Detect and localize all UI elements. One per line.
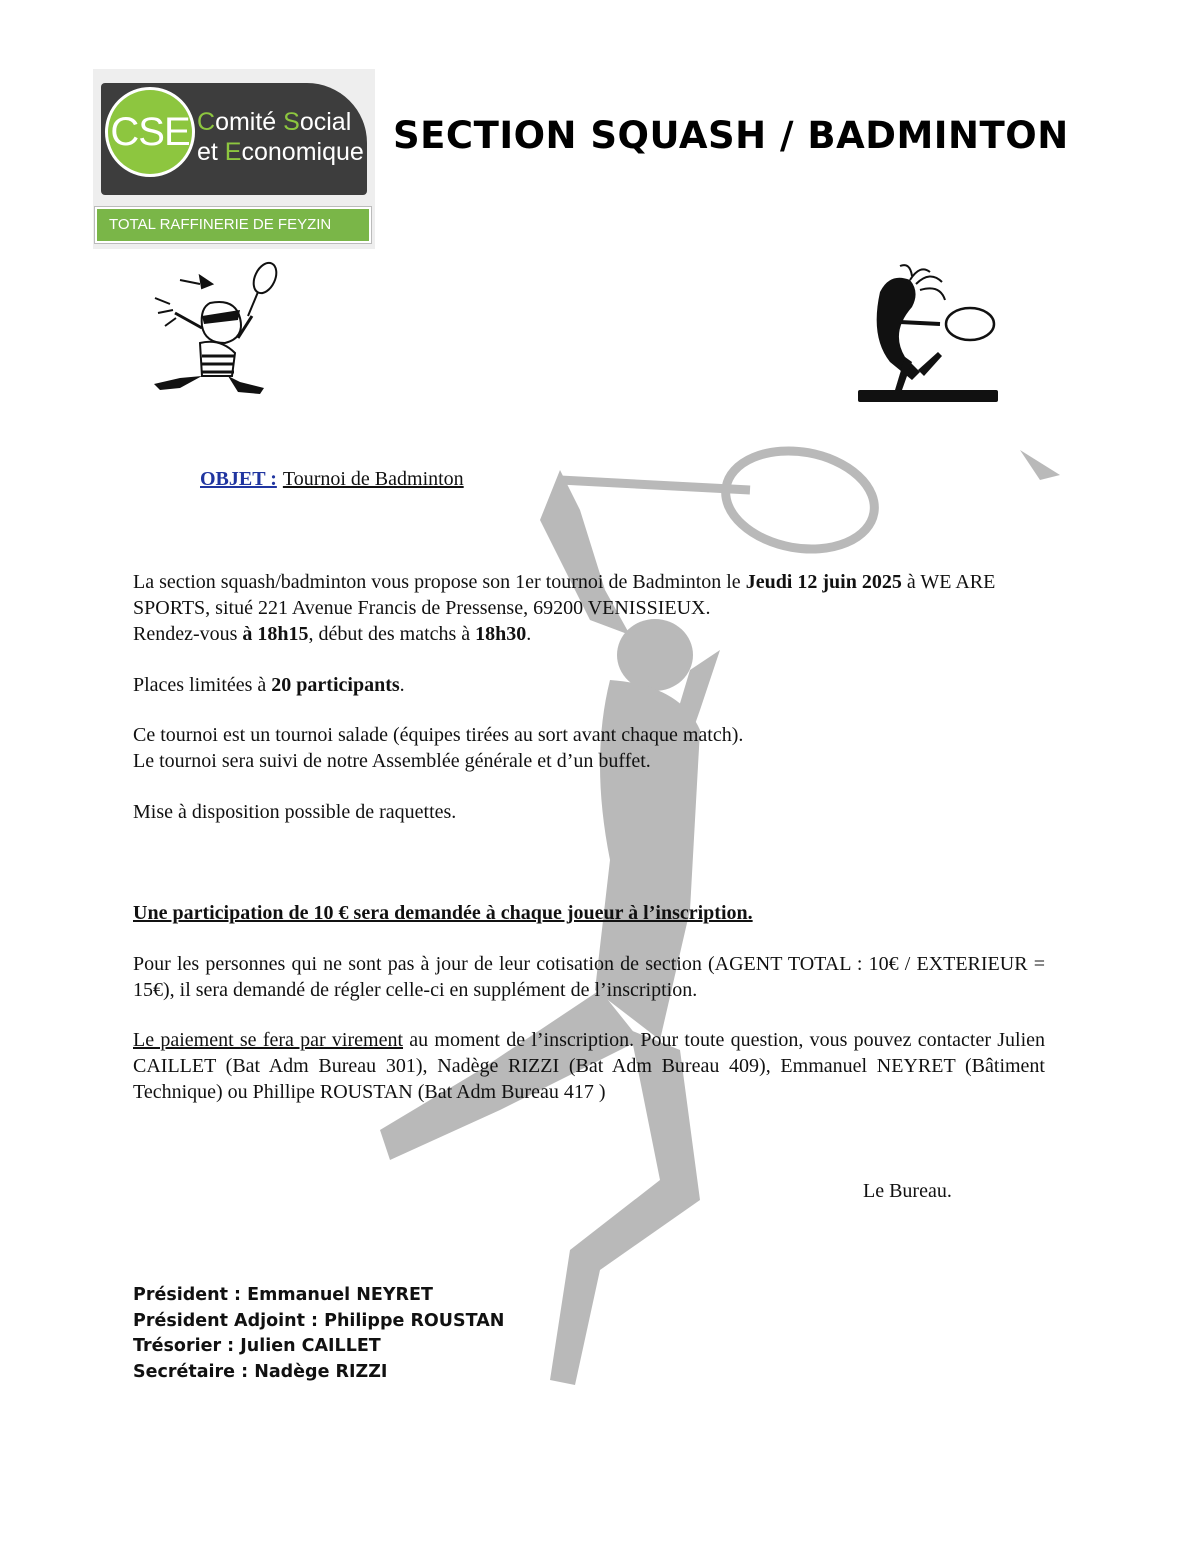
logo-badge: CSE: [105, 87, 195, 177]
cartoon-player-left-icon: [140, 258, 285, 400]
officer-vice-president: Président Adjoint : Philippe ROUSTAN: [133, 1310, 505, 1331]
paragraph-places: Places limitées à 20 participants.: [133, 674, 405, 696]
officer-treasurer: Trésorier : Julien CAILLET: [133, 1336, 381, 1356]
page-title: SECTION SQUASH / BADMINTON: [393, 114, 1069, 157]
officers-list: [133, 1283, 504, 1385]
objet-value: Tournoi de Badminton: [282, 468, 464, 490]
officer-secretary: Secrétaire : Nadège RIZZI: [133, 1361, 388, 1382]
officer-president: Président : Emmanuel NEYRET: [133, 1285, 433, 1305]
paragraph-membership: Pour les personnes qui ne sont pas à jour de leur cotisation de section (AGENT TOTAL : 10€ / EXTERIEUR = 15€), il sera demandé de régler celle-ci en supplément de l’inscription.: [133, 953, 1045, 1001]
paragraph-date-location: La section squash/badminton vous propose son 1er tournoi de Badminton le Jeudi 12 juin 2025 à WE ARE SPORTS, situé 221 Avenue Francis de Pressense, 69200 VENISSIEUX.: [133, 571, 996, 619]
objet-line: [200, 468, 464, 491]
objet-label: OBJET :: [200, 468, 277, 490]
logo-band: TOTAL RAFFINERIE DE FEYZIN: [95, 207, 371, 243]
paragraph-payment: Le paiement se fera par virement au moment de l’inscription. Pour toute question, vous pouvez contacter Julien CAILLET (Bat Adm Bureau 301), Nadège RIZZI (Bat Adm Bureau 409), Emmanuel NEYRET (Bâtiment Technique) ou Phillipe ROUSTAN (Bat Adm Bureau 417 ): [133, 1029, 1046, 1103]
logo-wordmark: Comité Social et Economique: [197, 108, 364, 166]
signature: Le Bureau.: [863, 1180, 952, 1202]
paragraph-format: Ce tournoi est un tournoi salade (équipes tirées au sort avant chaque match). Le tournoi sera suivi de notre Assemblée générale et d’un buffet.: [133, 724, 744, 772]
paragraph-schedule: Rendez-vous à 18h15, début des matchs à 18h30.: [133, 623, 532, 645]
cse-logo: [93, 69, 375, 249]
fee-notice: Une participation de 10 € sera demandée à chaque joueur à l’inscription.: [133, 902, 753, 924]
paragraph-rackets: Mise à disposition possible de raquettes.: [133, 801, 457, 823]
event-details: [133, 569, 1045, 647]
kokopelli-player-icon: [850, 262, 1000, 407]
